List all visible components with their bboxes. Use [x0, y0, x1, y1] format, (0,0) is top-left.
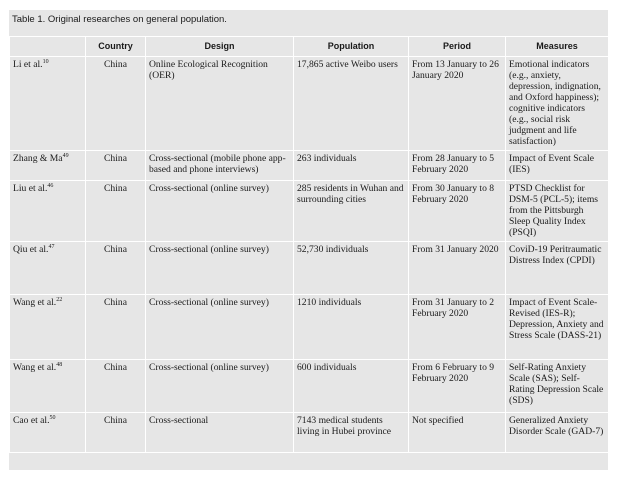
population-cell: 600 individuals — [294, 360, 409, 413]
measures-cell: Generalized Anxiety Disorder Scale (GAD-7) — [506, 413, 609, 453]
column-header-period: Period — [409, 37, 506, 57]
column-header-country: Country — [86, 37, 146, 57]
design-cell: Cross-sectional (online survey) — [146, 181, 294, 242]
table-row — [10, 413, 609, 453]
study-cell — [10, 360, 86, 413]
design-cell: Cross-sectional (mobile phone app-based and phone interviews) — [146, 151, 294, 181]
measures-cell: Impact of Event Scale-Revised (IES-R); Depression, Anxiety and Stress Scale (DASS-21) — [506, 295, 609, 360]
reference-number: 46 — [47, 182, 54, 189]
table-header-row — [10, 37, 609, 57]
design-cell: Cross-sectional — [146, 413, 294, 453]
study-cell — [10, 181, 86, 242]
column-header-measures: Measures — [506, 37, 609, 57]
country-cell: China — [86, 181, 146, 242]
study-cell — [10, 413, 86, 453]
study-cell — [10, 151, 86, 181]
period-cell: Not specified — [409, 413, 506, 453]
table-row — [10, 57, 609, 151]
period-cell: From 31 January 2020 — [409, 242, 506, 295]
reference-number: 50 — [49, 414, 56, 421]
study-name: Cao et al. — [13, 415, 50, 426]
study-cell — [10, 57, 86, 151]
country-cell: China — [86, 413, 146, 453]
study-name: Liu et al. — [13, 183, 48, 194]
population-cell: 263 individuals — [294, 151, 409, 181]
period-cell: From 6 February to 9 February 2020 — [409, 360, 506, 413]
study-cell — [10, 295, 86, 360]
column-header-population: Population — [294, 37, 409, 57]
period-cell: From 31 January to 2 February 2020 — [409, 295, 506, 360]
table-row — [10, 295, 609, 360]
table-row — [10, 242, 609, 295]
country-cell: China — [86, 295, 146, 360]
measures-cell: PTSD Checklist for DSM-5 (PCL-5); items from the Pittsburgh Sleep Quality Index (PSQI) — [506, 181, 609, 242]
measures-cell: Self-Rating Anxiety Scale (SAS); Self-Rating Depression Scale (SDS) — [506, 360, 609, 413]
design-cell: Cross-sectional (online survey) — [146, 360, 294, 413]
table-row — [10, 360, 609, 413]
population-cell: 285 residents in Wuhan and surrounding cities — [294, 181, 409, 242]
reference-number: 10 — [42, 58, 49, 65]
measures-cell: Emotional indicators (e.g., anxiety, depression, indignation, and Oxford happiness); cognitive indicators (e.g., social risk judgment and life satisfaction) — [506, 57, 609, 151]
column-header-study — [10, 37, 86, 57]
population-cell: 52,730 individuals — [294, 242, 409, 295]
table-row — [10, 181, 609, 242]
population-cell: 7143 medical students living in Hubei province — [294, 413, 409, 453]
period-cell: From 28 January to 5 February 2020 — [409, 151, 506, 181]
column-header-design: Design — [146, 37, 294, 57]
reference-number: 48 — [56, 361, 63, 368]
reference-number: 49 — [62, 152, 69, 159]
design-cell: Online Ecological Recognition (OER) — [146, 57, 294, 151]
country-cell: China — [86, 57, 146, 151]
reference-number: 47 — [48, 243, 55, 250]
design-cell: Cross-sectional (online survey) — [146, 242, 294, 295]
design-cell: Cross-sectional (online survey) — [146, 295, 294, 360]
period-cell: From 13 January to 26 January 2020 — [409, 57, 506, 151]
population-cell: 17,865 active Weibo users — [294, 57, 409, 151]
study-name: Wang et al. — [13, 297, 57, 308]
reference-number: 22 — [56, 296, 63, 303]
study-name: Zhang & Ma — [13, 153, 63, 164]
country-cell: China — [86, 151, 146, 181]
study-cell — [10, 242, 86, 295]
measures-cell: Impact of Event Scale (IES) — [506, 151, 609, 181]
table-container — [9, 10, 608, 470]
country-cell: China — [86, 242, 146, 295]
studies-table — [9, 36, 609, 453]
country-cell: China — [86, 360, 146, 413]
table-caption: Table 1. Original researches on general population. — [12, 14, 227, 25]
period-cell: From 30 January to 8 February 2020 — [409, 181, 506, 242]
population-cell: 1210 individuals — [294, 295, 409, 360]
study-name: Qiu et al. — [13, 244, 49, 255]
study-name: Li et al. — [13, 59, 43, 70]
study-name: Wang et al. — [13, 362, 57, 373]
table-row — [10, 151, 609, 181]
measures-cell: CoviD-19 Peritraumatic Distress Index (CPDI) — [506, 242, 609, 295]
